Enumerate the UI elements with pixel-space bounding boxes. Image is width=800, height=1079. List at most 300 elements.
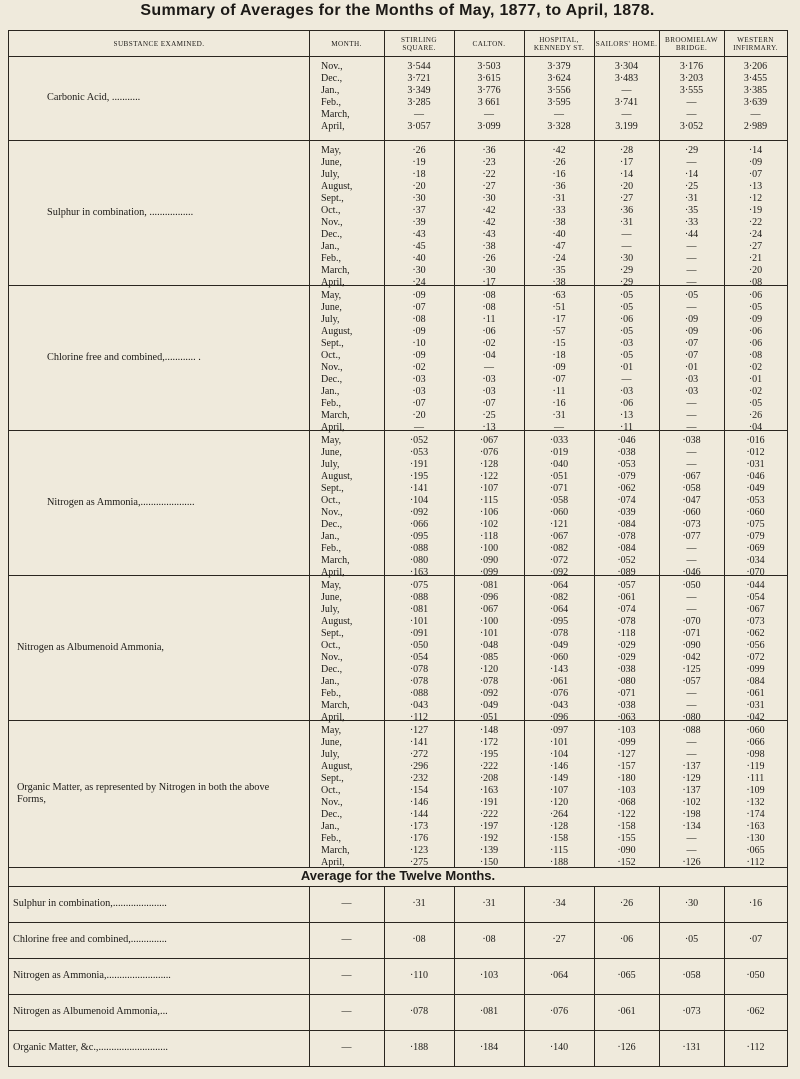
value-cell: ·050 bbox=[409, 640, 429, 651]
value-cell: ·163 bbox=[409, 567, 429, 578]
value-cell: ·195 bbox=[409, 471, 429, 482]
value-cell: ·24 bbox=[748, 229, 763, 240]
month-cell: Jan., bbox=[321, 676, 340, 687]
value-cell: ·076 bbox=[549, 688, 569, 699]
average-value-cell: ·078 bbox=[409, 1006, 429, 1017]
value-cell: ·31 bbox=[619, 217, 634, 228]
month-cell: July, bbox=[321, 749, 340, 760]
value-cell: ·57 bbox=[552, 326, 566, 337]
value-cell: 3·556 bbox=[547, 85, 571, 96]
value-cell: 3·555 bbox=[679, 85, 704, 96]
month-cell: Nov., bbox=[321, 797, 343, 808]
value-cell: ·45 bbox=[412, 241, 426, 252]
value-cell: — bbox=[686, 737, 697, 748]
value-cell: 3·721 bbox=[407, 73, 431, 84]
average-value-cell: ·184 bbox=[479, 1042, 499, 1053]
value-cell: ·20 bbox=[619, 181, 634, 192]
value-cell: 3·624 bbox=[547, 73, 571, 84]
value-cell: ·080 bbox=[617, 676, 636, 687]
value-cell: — bbox=[621, 85, 632, 96]
value-cell: ·098 bbox=[746, 749, 765, 760]
value-cell: ·30 bbox=[482, 265, 496, 276]
month-cell: Sept., bbox=[321, 483, 344, 494]
value-cell: — bbox=[484, 362, 494, 373]
value-cell: ·222 bbox=[479, 809, 499, 820]
value-cell: ·20 bbox=[748, 265, 763, 276]
value-cell: ·088 bbox=[409, 543, 429, 554]
column-rule bbox=[454, 886, 455, 1066]
value-cell: ·26 bbox=[552, 157, 566, 168]
value-cell: ·09 bbox=[748, 157, 763, 168]
value-cell: ·075 bbox=[746, 519, 765, 530]
value-cell: ·125 bbox=[682, 664, 701, 675]
value-cell: ·071 bbox=[617, 688, 636, 699]
month-cell: Sept., bbox=[321, 773, 344, 784]
value-cell: ·08 bbox=[482, 302, 496, 313]
value-cell: — bbox=[686, 422, 697, 433]
value-cell: ·07 bbox=[412, 302, 426, 313]
value-cell: ·05 bbox=[748, 398, 763, 409]
header-calton: CALTON. bbox=[472, 39, 506, 48]
value-cell: — bbox=[621, 241, 632, 252]
average-rule bbox=[9, 994, 787, 995]
average-value-cell: ·07 bbox=[748, 934, 763, 945]
value-cell: ·176 bbox=[409, 833, 429, 844]
value-cell: ·275 bbox=[409, 857, 429, 868]
value-cell: ·30 bbox=[412, 193, 426, 204]
average-value-cell: ·188 bbox=[409, 1042, 429, 1053]
value-cell: ·47 bbox=[552, 241, 566, 252]
value-cell: ·102 bbox=[479, 519, 499, 530]
value-cell: ·02 bbox=[482, 338, 496, 349]
value-cell: ·150 bbox=[479, 857, 499, 868]
section-name: Sulphur in combination, ................. bbox=[47, 206, 194, 218]
value-cell: ·092 bbox=[409, 507, 429, 518]
value-cell: ·19 bbox=[748, 205, 763, 216]
value-cell: ·061 bbox=[549, 676, 569, 687]
value-cell: ·09 bbox=[412, 326, 426, 337]
month-cell: June, bbox=[321, 157, 342, 168]
value-cell: ·046 bbox=[617, 435, 636, 446]
value-cell: ·082 bbox=[549, 543, 569, 554]
value-cell: — bbox=[686, 302, 697, 313]
value-cell: — bbox=[414, 422, 424, 433]
value-cell: ·43 bbox=[482, 229, 496, 240]
section-nitrogen-ammonia bbox=[9, 430, 787, 578]
value-cell: ·064 bbox=[549, 580, 569, 591]
value-cell: ·115 bbox=[480, 495, 498, 506]
value-cell: ·172 bbox=[479, 737, 499, 748]
value-cell: — bbox=[686, 157, 697, 168]
value-cell: 3·349 bbox=[407, 85, 431, 96]
value-cell: ·197 bbox=[479, 821, 499, 832]
section-name: Organic Matter, as represented by Nitrogen in both the above Forms, bbox=[17, 781, 270, 805]
value-cell: ·048 bbox=[479, 640, 499, 651]
month-cell: March, bbox=[321, 555, 350, 566]
value-cell: — bbox=[686, 700, 697, 711]
value-cell: ·137 bbox=[682, 785, 701, 796]
value-cell: ·079 bbox=[617, 471, 636, 482]
value-cell: ·232 bbox=[409, 773, 429, 784]
column-rule bbox=[724, 886, 725, 1066]
value-cell: ·155 bbox=[617, 833, 636, 844]
value-cell: ·118 bbox=[617, 628, 636, 639]
month-cell: March, bbox=[321, 410, 350, 421]
header-western-infirmary: WESTERN INFIRMARY. bbox=[733, 35, 778, 52]
month-cell: Sept., bbox=[321, 628, 344, 639]
value-cell: — bbox=[621, 109, 632, 120]
value-cell: ·01 bbox=[619, 362, 634, 373]
value-cell: ·173 bbox=[409, 821, 429, 832]
average-value-cell: ·27 bbox=[552, 934, 566, 945]
value-cell: ·134 bbox=[682, 821, 701, 832]
value-cell: 3·057 bbox=[407, 121, 431, 132]
value-cell: ·100 bbox=[479, 543, 499, 554]
value-cell: ·11 bbox=[482, 314, 496, 325]
average-label: Chlorine free and combined,.............. bbox=[13, 934, 167, 945]
value-cell: ·092 bbox=[479, 688, 499, 699]
value-cell: ·27 bbox=[619, 193, 634, 204]
value-cell: ·129 bbox=[682, 773, 701, 784]
value-cell: ·107 bbox=[549, 785, 569, 796]
value-cell: ·052 bbox=[617, 555, 636, 566]
value-cell: ·09 bbox=[684, 326, 699, 337]
value-cell: 3·203 bbox=[679, 73, 704, 84]
header-broomielaw-bridge: BROOMIELAW BRIDGE. bbox=[665, 35, 718, 52]
value-cell: ·264 bbox=[549, 809, 569, 820]
average-value-cell: ·058 bbox=[682, 970, 701, 981]
value-cell: ·115 bbox=[550, 845, 568, 856]
month-cell: July, bbox=[321, 459, 340, 470]
value-cell: ·36 bbox=[482, 145, 496, 156]
value-cell: ·091 bbox=[409, 628, 429, 639]
value-cell: ·111 bbox=[746, 773, 765, 784]
average-value-cell: ·26 bbox=[619, 898, 634, 909]
value-cell: ·05 bbox=[684, 290, 699, 301]
value-cell: ·060 bbox=[746, 725, 765, 736]
value-cell: ·122 bbox=[617, 809, 636, 820]
value-cell: ·02 bbox=[748, 362, 763, 373]
header-hospital-kennedy-st: HOSPITAL, KENNEDY ST. bbox=[533, 35, 585, 52]
value-cell: ·05 bbox=[619, 290, 634, 301]
month-cell: August, bbox=[321, 326, 353, 337]
average-value-cell: ·112 bbox=[746, 1042, 765, 1053]
page-title: Summary of Averages for the Months of May, 1877, to April, 1878. bbox=[140, 2, 655, 19]
value-cell: — bbox=[686, 447, 697, 458]
value-cell: — bbox=[554, 109, 564, 120]
value-cell: ·081 bbox=[479, 580, 499, 591]
value-cell: ·056 bbox=[746, 640, 765, 651]
average-label: Nitrogen as Albumenoid Ammonia,... bbox=[13, 1006, 168, 1017]
value-cell: ·053 bbox=[409, 447, 429, 458]
value-cell: ·141 bbox=[409, 483, 429, 494]
month-cell: May, bbox=[321, 725, 342, 736]
column-rule bbox=[309, 886, 310, 1066]
value-cell: ·14 bbox=[619, 169, 634, 180]
value-cell: ·18 bbox=[412, 169, 426, 180]
average-value-cell: ·050 bbox=[746, 970, 765, 981]
average-value-cell: ·065 bbox=[617, 970, 636, 981]
value-cell: ·084 bbox=[617, 519, 636, 530]
value-cell: — bbox=[621, 374, 632, 385]
average-value-cell: — bbox=[341, 1006, 352, 1017]
value-cell: ·37 bbox=[412, 205, 426, 216]
value-cell: ·060 bbox=[549, 507, 569, 518]
average-rule bbox=[9, 1030, 787, 1031]
value-cell: ·06 bbox=[748, 326, 763, 337]
value-cell: ·17 bbox=[552, 314, 566, 325]
section-name: Nitrogen as Albumenoid Ammonia, bbox=[17, 641, 165, 653]
value-cell: ·35 bbox=[684, 205, 699, 216]
month-cell: July, bbox=[321, 169, 340, 180]
value-cell: ·054 bbox=[746, 592, 765, 603]
column-rule bbox=[384, 886, 385, 1066]
value-cell: ·02 bbox=[748, 386, 763, 397]
value-cell: ·33 bbox=[684, 217, 699, 228]
value-cell: ·192 bbox=[479, 833, 499, 844]
value-cell: — bbox=[686, 253, 697, 264]
value-cell: ·05 bbox=[748, 302, 763, 313]
value-cell: ·012 bbox=[746, 447, 765, 458]
value-cell: ·090 bbox=[617, 845, 636, 856]
value-cell: ·057 bbox=[682, 676, 701, 687]
value-cell: ·074 bbox=[617, 495, 636, 506]
section-chlorine bbox=[9, 285, 787, 433]
header-stirling-square: STIRLING SQUARE. bbox=[401, 35, 437, 52]
value-cell: ·080 bbox=[409, 555, 429, 566]
value-cell: ·064 bbox=[549, 604, 569, 615]
value-cell: ·052 bbox=[409, 435, 429, 446]
value-cell: ·079 bbox=[746, 531, 765, 542]
value-cell: 3·741 bbox=[614, 97, 639, 108]
value-cell: ·044 bbox=[746, 580, 765, 591]
average-value-cell: — bbox=[341, 970, 352, 981]
value-cell: ·103 bbox=[617, 725, 636, 736]
value-cell: ·038 bbox=[617, 664, 636, 675]
value-cell: ·074 bbox=[617, 604, 636, 615]
value-cell: ·43 bbox=[412, 229, 426, 240]
average-value-cell: ·08 bbox=[412, 934, 426, 945]
value-cell: — bbox=[686, 277, 697, 288]
value-cell: ·062 bbox=[746, 628, 765, 639]
value-cell: ·073 bbox=[682, 519, 701, 530]
average-label: Nitrogen as Ammonia,......................... bbox=[13, 970, 171, 981]
value-cell: ·188 bbox=[549, 857, 569, 868]
value-cell: ·051 bbox=[479, 712, 499, 723]
value-cell: ·126 bbox=[682, 857, 701, 868]
value-cell: ·20 bbox=[412, 181, 426, 192]
value-cell: ·152 bbox=[617, 857, 636, 868]
value-cell: ·30 bbox=[412, 265, 426, 276]
value-cell: ·084 bbox=[617, 543, 636, 554]
value-cell: ·07 bbox=[748, 169, 763, 180]
month-cell: Feb., bbox=[321, 543, 341, 554]
value-cell: ·057 bbox=[617, 580, 636, 591]
value-cell: ·100 bbox=[479, 616, 499, 627]
value-cell: 3·285 bbox=[407, 97, 431, 108]
average-value-cell: ·34 bbox=[552, 898, 566, 909]
average-value-cell: ·064 bbox=[549, 970, 569, 981]
value-cell: ·072 bbox=[746, 652, 765, 663]
value-cell: ·03 bbox=[482, 374, 496, 385]
value-cell: ·071 bbox=[682, 628, 701, 639]
month-cell: Feb., bbox=[321, 688, 341, 699]
month-cell: Feb., bbox=[321, 398, 341, 409]
average-value-cell: ·073 bbox=[682, 1006, 701, 1017]
value-cell: ·061 bbox=[746, 688, 765, 699]
month-cell: Jan., bbox=[321, 386, 340, 397]
month-cell: Nov., bbox=[321, 652, 343, 663]
month-cell: July, bbox=[321, 314, 340, 325]
month-cell: August, bbox=[321, 471, 353, 482]
average-label: Sulphur in combination,..................... bbox=[13, 898, 167, 909]
value-cell: ·22 bbox=[482, 169, 496, 180]
value-cell: ·26 bbox=[748, 410, 763, 421]
value-cell: ·141 bbox=[409, 737, 429, 748]
section-albumenoid-ammonia bbox=[9, 575, 787, 723]
average-row bbox=[9, 1030, 787, 1054]
average-value-cell: ·081 bbox=[479, 1006, 499, 1017]
value-cell: ·092 bbox=[549, 567, 569, 578]
value-cell: — bbox=[686, 604, 697, 615]
average-value-cell: ·08 bbox=[482, 934, 496, 945]
value-cell: ·08 bbox=[412, 314, 426, 325]
value-cell: ·078 bbox=[409, 664, 429, 675]
value-cell: ·158 bbox=[549, 833, 569, 844]
month-cell: March, bbox=[321, 700, 350, 711]
value-cell: ·069 bbox=[746, 543, 765, 554]
month-cell: Oct., bbox=[321, 495, 341, 506]
value-cell: ·158 bbox=[617, 821, 636, 832]
value-cell: — bbox=[686, 459, 697, 470]
month-cell: Dec., bbox=[321, 519, 343, 530]
value-cell: ·053 bbox=[617, 459, 636, 470]
month-cell: Sept., bbox=[321, 193, 344, 204]
value-cell: ·090 bbox=[682, 640, 701, 651]
value-cell: ·097 bbox=[549, 725, 569, 736]
value-cell: ·31 bbox=[552, 410, 566, 421]
value-cell: ·13 bbox=[748, 181, 763, 192]
average-value-cell: ·140 bbox=[549, 1042, 569, 1053]
value-cell: ·08 bbox=[748, 350, 763, 361]
value-cell: — bbox=[686, 241, 697, 252]
value-cell: ·031 bbox=[746, 459, 765, 470]
value-cell: ·104 bbox=[409, 495, 429, 506]
column-rule bbox=[524, 886, 525, 1066]
value-cell: ·137 bbox=[682, 761, 701, 772]
value-cell: — bbox=[686, 410, 697, 421]
value-cell: ·12 bbox=[748, 193, 763, 204]
header-substance: SUBSTANCE EXAMINED. bbox=[113, 39, 205, 48]
value-cell: ·073 bbox=[746, 616, 765, 627]
value-cell: 3·483 bbox=[614, 73, 639, 84]
value-cell: — bbox=[686, 398, 697, 409]
value-cell: ·05 bbox=[619, 302, 634, 313]
value-cell: ·084 bbox=[746, 676, 765, 687]
value-cell: ·038 bbox=[617, 447, 636, 458]
month-cell: June, bbox=[321, 592, 342, 603]
month-cell: Jan., bbox=[321, 531, 340, 542]
value-cell: ·146 bbox=[549, 761, 569, 772]
value-cell: ·067 bbox=[479, 604, 499, 615]
value-cell: ·016 bbox=[746, 435, 765, 446]
value-cell: ·067 bbox=[479, 435, 499, 446]
value-cell: ·23 bbox=[482, 157, 496, 168]
value-cell: — bbox=[750, 109, 761, 120]
column-rule bbox=[594, 886, 595, 1066]
value-cell: ·42 bbox=[482, 217, 496, 228]
section-name: Carbonic Acid, ........... bbox=[47, 92, 141, 103]
value-cell: ·072 bbox=[549, 555, 569, 566]
value-cell: ·146 bbox=[409, 797, 429, 808]
value-cell: 3·052 bbox=[679, 121, 704, 132]
month-cell: Dec., bbox=[321, 73, 343, 84]
value-cell: ·054 bbox=[409, 652, 429, 663]
month-cell: Jan., bbox=[321, 241, 340, 252]
value-cell: ·25 bbox=[684, 181, 699, 192]
value-cell: — bbox=[686, 833, 697, 844]
value-cell: ·24 bbox=[412, 277, 426, 288]
month-cell: Nov., bbox=[321, 507, 343, 518]
month-cell: Oct., bbox=[321, 640, 341, 651]
value-cell: ·050 bbox=[682, 580, 701, 591]
value-cell: ·163 bbox=[746, 821, 765, 832]
month-cell: March, bbox=[321, 109, 350, 120]
value-cell: ·05 bbox=[619, 350, 634, 361]
month-cell: June, bbox=[321, 447, 342, 458]
value-cell: ·07 bbox=[412, 398, 426, 409]
value-cell: ·14 bbox=[748, 145, 763, 156]
value-cell: ·120 bbox=[549, 797, 569, 808]
value-cell: — bbox=[621, 229, 632, 240]
value-cell: ·20 bbox=[412, 410, 426, 421]
average-value-cell: ·30 bbox=[684, 898, 699, 909]
month-cell: Feb., bbox=[321, 97, 341, 108]
value-cell: ·27 bbox=[748, 241, 763, 252]
value-cell: ·28 bbox=[619, 145, 634, 156]
average-value-cell: ·062 bbox=[746, 1006, 765, 1017]
value-cell: ·029 bbox=[617, 652, 636, 663]
value-cell: ·066 bbox=[746, 737, 765, 748]
value-cell: ·085 bbox=[479, 652, 499, 663]
month-cell: Nov., bbox=[321, 217, 343, 228]
month-cell: July, bbox=[321, 604, 340, 615]
value-cell: ·272 bbox=[409, 749, 429, 760]
value-cell: ·25 bbox=[482, 410, 496, 421]
month-cell: Jan., bbox=[321, 821, 340, 832]
value-cell: ·060 bbox=[549, 652, 569, 663]
value-cell: ·090 bbox=[479, 555, 499, 566]
value-cell: ·071 bbox=[549, 483, 569, 494]
month-cell: Dec., bbox=[321, 664, 343, 675]
value-cell: ·44 bbox=[684, 229, 699, 240]
value-cell: ·095 bbox=[549, 616, 569, 627]
average-label: Organic Matter, &c.,........................... bbox=[13, 1042, 168, 1053]
value-cell: ·112 bbox=[410, 712, 428, 723]
value-cell: ·029 bbox=[617, 640, 636, 651]
header-sailors-home: SAILORS' HOME. bbox=[595, 39, 658, 48]
value-cell: ·088 bbox=[682, 725, 701, 736]
value-cell: ·07 bbox=[482, 398, 496, 409]
average-row bbox=[9, 958, 787, 982]
value-cell: ·39 bbox=[412, 217, 426, 228]
value-cell: ·099 bbox=[746, 664, 765, 675]
average-row bbox=[9, 886, 787, 910]
value-cell: ·089 bbox=[617, 567, 636, 578]
value-cell: 3·379 bbox=[547, 61, 571, 72]
value-cell: ·35 bbox=[552, 265, 566, 276]
value-cell: — bbox=[414, 109, 424, 120]
